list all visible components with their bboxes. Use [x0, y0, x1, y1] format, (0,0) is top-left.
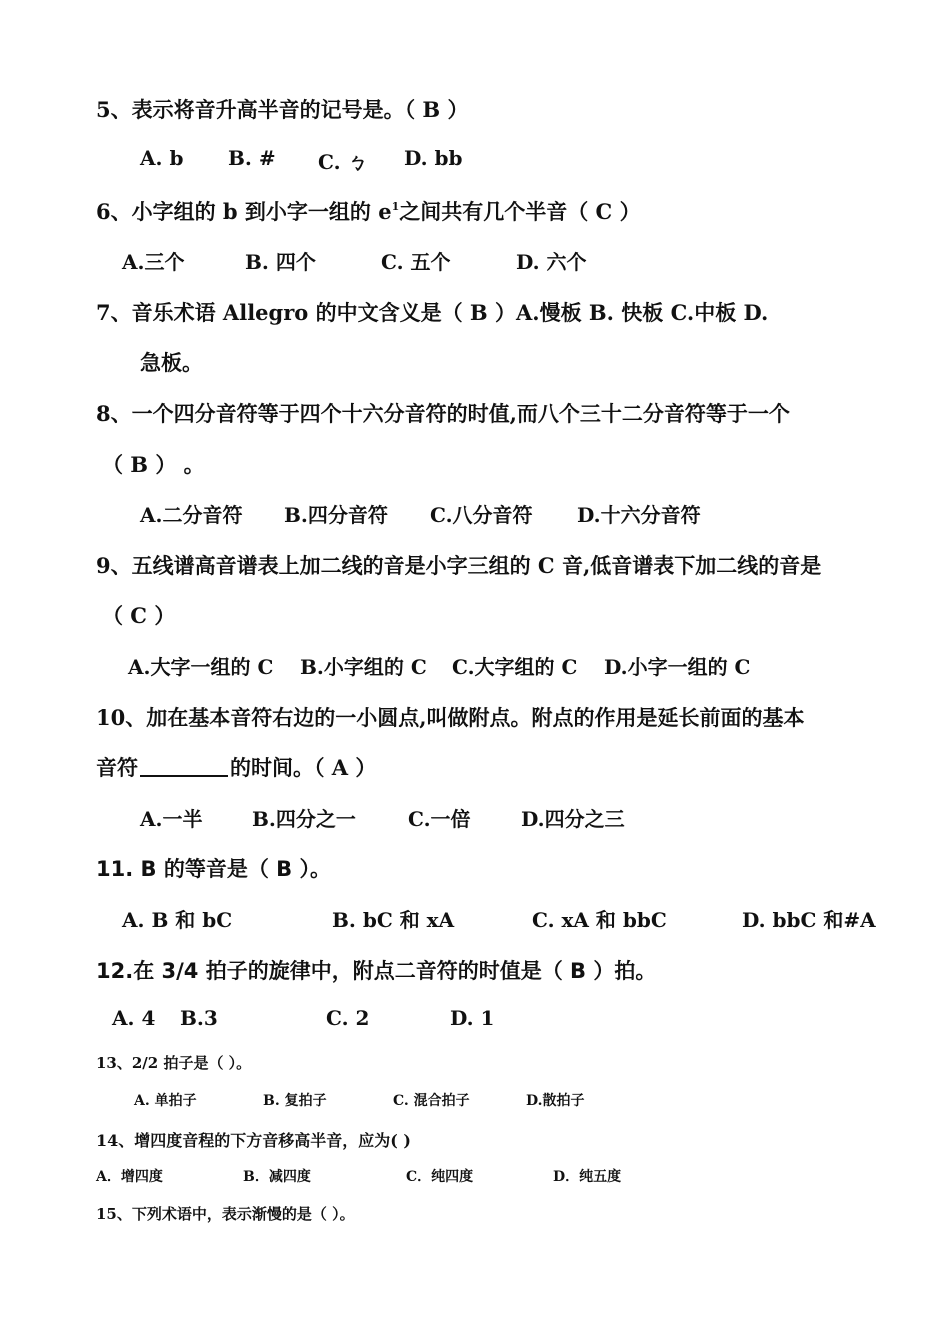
q5-option-b: B. # [228, 146, 276, 170]
question-15-stem: 15、下列术语中，表示渐慢的是（ ）。 [96, 1205, 355, 1223]
question-7-continuation: 急板。 [140, 350, 203, 375]
q6-option-a: A.三个 [122, 250, 185, 274]
q10-option-d: D.四分之三 [521, 807, 625, 831]
question-6-stem [96, 196, 641, 226]
question-10-continuation [96, 752, 376, 782]
q13-option-c: C. 混合拍子 [393, 1093, 470, 1109]
q13-option-b: B. 复拍子 [263, 1093, 327, 1109]
q12-option-d: D. 1 [450, 1006, 495, 1030]
q10-option-c: C.一倍 [408, 807, 471, 831]
q6-option-c: C. 五个 [381, 250, 451, 274]
q9-option-b: B.小字组的 C [300, 655, 427, 679]
q11-option-c: C. xA 和 bbC [532, 908, 667, 932]
q10-cont-part-b: 的时间。（ A ） [230, 755, 377, 780]
q9-option-d: D.小字一组的 C [604, 655, 751, 679]
q12-option-b: B.3 [180, 1006, 218, 1030]
question-9-continuation: （ C ） [102, 603, 176, 628]
q11-option-d: D. bbC 和#A [742, 908, 876, 932]
q10-cont-part-a: 音符 [96, 755, 138, 780]
question-11-stem: 11. B 的等音是（ B ）。 [96, 857, 331, 881]
question-9-stem: 9、五线谱高音谱表上加二线的音是小字三组的 C 音,低音谱表下加二线的音是 [96, 553, 822, 578]
q14-option-c: C．纯四度 [406, 1169, 474, 1185]
question-12-stem: 12.在 3/4 拍子的旋律中，附点二音符的时值是（ B ）拍。 [96, 959, 657, 983]
question-5-stem: 5、表示将音升高半音的记号是。（ B ） [96, 97, 469, 122]
question-13-stem: 13、2/2 拍子是（ ）。 [96, 1054, 252, 1072]
q10-option-a: A.一半 [140, 807, 203, 831]
question-8-stem: 8、一个四分音符等于四个十六分音符的时值,而八个三十二分音符等于一个 [96, 401, 790, 426]
q6-stem-part-a: 6、小字组的 b 到小字一组的 e [96, 199, 392, 224]
q8-option-d: D.十六分音符 [577, 503, 701, 527]
q6-option-d: D. 六个 [516, 250, 587, 274]
q6-stem-part-b: 之间共有几个半音（ C ） [399, 199, 641, 224]
q11-option-a: A. B 和 bC [122, 908, 233, 932]
q14-option-b: B．减四度 [243, 1169, 311, 1185]
q6-superscript: 1 [391, 200, 400, 213]
q9-option-c: C.大字组的 C [452, 655, 578, 679]
q5-option-a: A. b [140, 146, 184, 170]
q8-option-c: C.八分音符 [430, 503, 533, 527]
question-7-stem: 7、音乐术语 Allegro 的中文含义是（ B ）A.慢板 B. 快板 C.中板 D. [96, 300, 769, 325]
q10-option-b: B.四分之一 [252, 807, 356, 831]
q14-option-a: A．增四度 [96, 1169, 163, 1185]
question-8-continuation: （ B ） 。 [102, 452, 205, 477]
q8-option-a: A.二分音符 [140, 503, 243, 527]
q5-option-d: D. bb [404, 146, 463, 170]
q12-option-a: A. 4 [112, 1006, 156, 1030]
q8-option-b: B.四分音符 [284, 503, 388, 527]
q11-option-b: B. bC 和 xA [332, 908, 455, 932]
question-14-stem: 14、增四度音程的下方音移高半音，应为( ) [96, 1131, 411, 1150]
q12-option-c: C. 2 [326, 1006, 370, 1030]
q13-option-a: A. 单拍子 [134, 1093, 197, 1109]
q6-option-b: B. 四个 [245, 250, 316, 274]
q14-option-d: D．纯五度 [553, 1169, 622, 1185]
q9-option-a: A.大字一组的 C [128, 655, 274, 679]
q5-option-c: C. ㄅ [318, 150, 368, 174]
question-10-stem: 10、加在基本音符右边的一小圆点,叫做附点。附点的作用是延长前面的基本 [96, 705, 805, 730]
q13-option-d: D.散拍子 [526, 1093, 585, 1109]
answer-blank [140, 757, 228, 777]
